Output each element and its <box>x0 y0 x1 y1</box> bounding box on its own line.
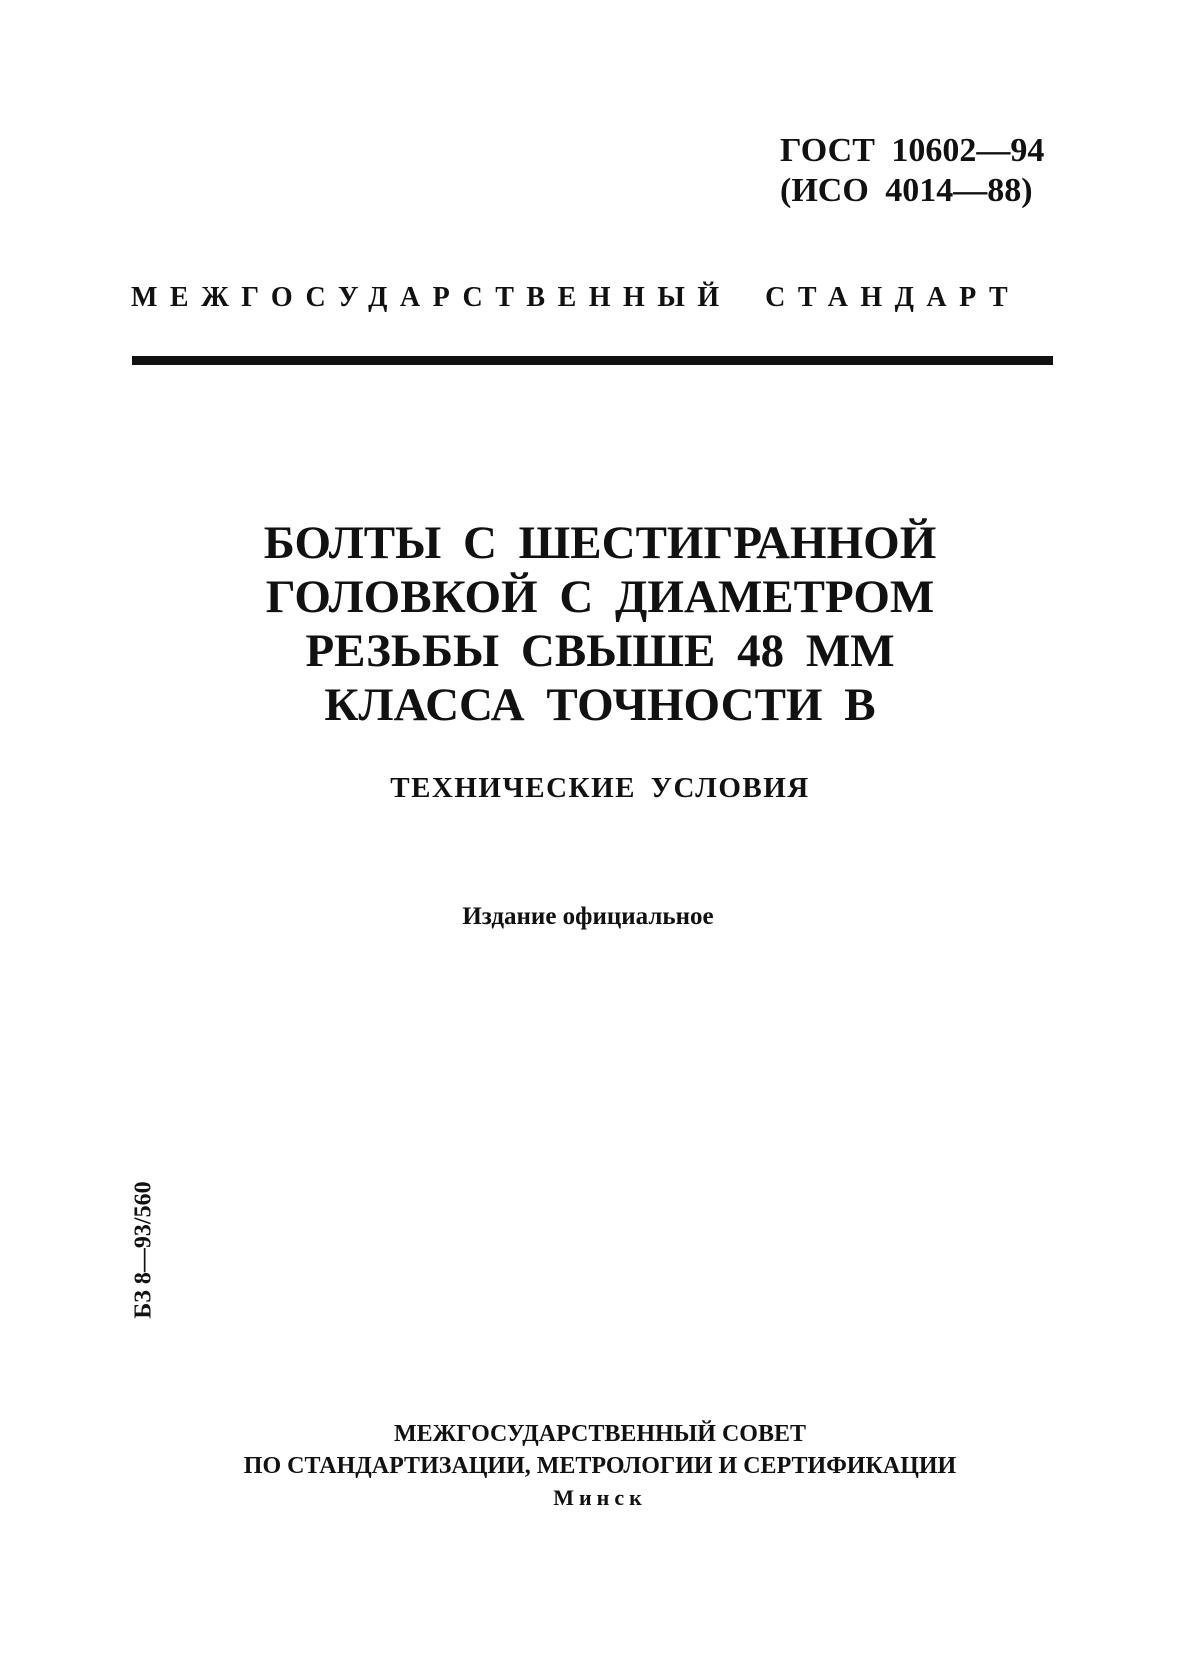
publisher-line-1: МЕЖГОСУДАРСТВЕННЫЙ СОВЕТ <box>394 1421 806 1447</box>
title-line: БОЛТЫ С ШЕСТИГРАННОЙ <box>263 517 937 569</box>
title-line: ГОЛОВКОЙ С ДИАМЕТРОМ <box>265 571 935 623</box>
standard-category: МЕЖГОСУДАРСТВЕННЫЙ СТАНДАРТ <box>131 282 1021 313</box>
horizontal-rule <box>132 356 1053 365</box>
edition-note: Издание официальное <box>462 903 714 930</box>
publisher-line-2: ПО СТАНДАРТИЗАЦИИ, МЕТРОЛОГИИ И СЕРТИФИКАЦИИ <box>243 1453 957 1479</box>
document-title <box>100 516 1100 732</box>
title-line: РЕЗЬБЫ СВЫШЕ 48 ММ <box>305 625 895 677</box>
publisher-city: Минск <box>553 1485 647 1510</box>
iso-number: (ИСО 4014—88) <box>780 172 1033 209</box>
side-code: БЗ 8—93/560 <box>130 1181 157 1319</box>
standard-designation <box>780 131 1080 211</box>
publisher-block <box>150 1418 1050 1514</box>
document-subtitle: ТЕХНИЧЕСКИЕ УСЛОВИЯ <box>390 772 810 804</box>
gost-number: ГОСТ 10602—94 <box>780 132 1045 169</box>
title-line: КЛАССА ТОЧНОСТИ В <box>324 679 876 731</box>
